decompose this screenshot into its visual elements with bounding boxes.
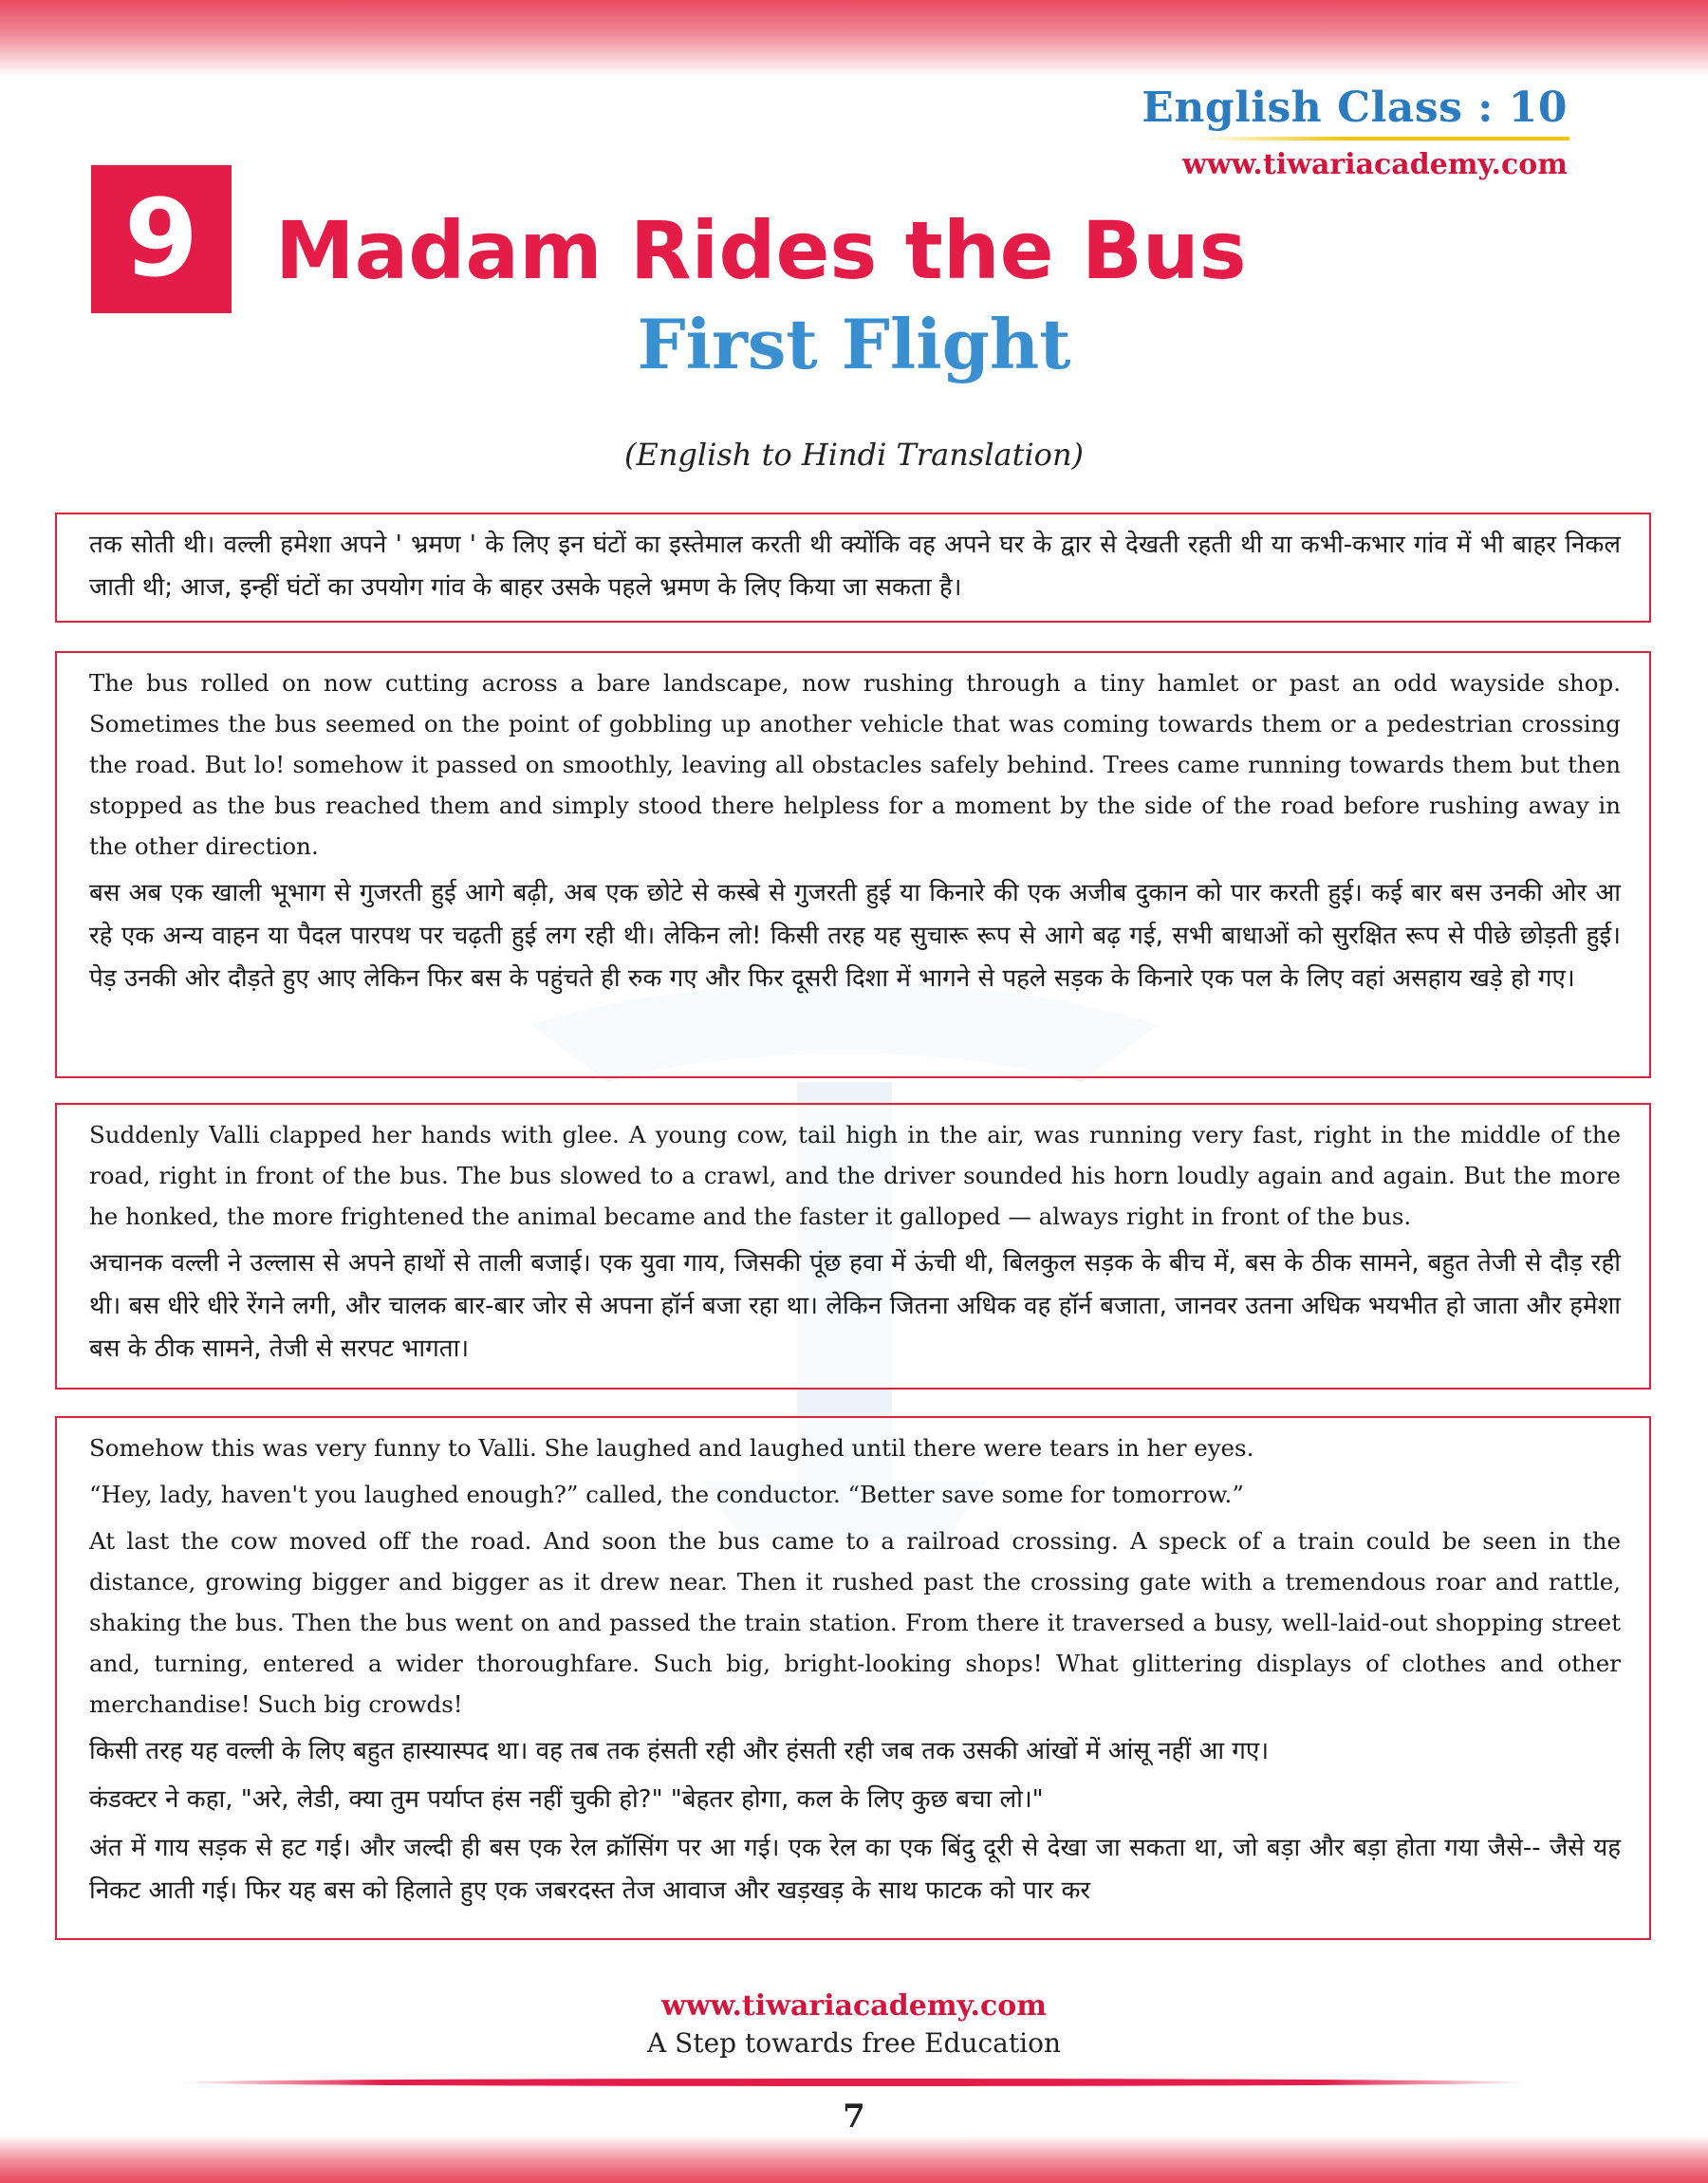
page-number: 7: [843, 2098, 865, 2136]
translation-box-4: [55, 1416, 1651, 1940]
translation-subtitle: (English to Hindi Translation): [623, 437, 1085, 473]
hindi-paragraph: किसी तरह यह वल्ली के लिए बहुत हास्यास्पद था। वह तब तक हंसती रही और हंसती रही जब तक उसकी आंखों में आंसू नहीं आ गए।: [89, 1737, 1270, 1765]
footer-tagline: A Step towards free Education: [647, 2027, 1061, 2059]
bottom-decor-band: [0, 2136, 1708, 2183]
hindi-paragraph: अचानक वल्ली ने उल्लास से अपने हाथों से ताली बजाई। एक युवा गाय, जिसकी पूंछ हवा में ऊंची थी, बिलकुल सड़क के बीच में, बस के ठीक सामने, बहुत तेजी से दौड़ रही थी। बस धीरे धीरे रेंगने लगी, और चालक बार-बार जोर से अपना हॉर्न बजा रहा था। लेकिन जितना अधिक वह हॉर्न बजाता, जानवर उतना अधिक भयभीत हो जाता और हमेशा बस के ठीक सामने, तेजी से सरपट भागता।: [89, 1249, 1621, 1363]
hindi-paragraph: बस अब एक खाली भूभाग से गुजरती हुई आगे बढ़ी, अब एक छोटे से कस्बे से गुजरती हुई या किनारे की एक अजीब दुकान को पार करती हुई। कई बार बस उनकी ओर आ रहे एक अन्य वाहन या पैदल पारपथ पर चढ़ती हुई लग रही थी। लेकिन लो! किसी तरह यह सुचारू रूप से आगे बढ़ गई, सभी बाधाओं को सुरक्षित रूप से पीछे छोड़ती हुई। पेड़ उनकी ओर दौड़ते हुए आए लेकिन फिर बस के पहुंचते ही रुक गए और फिर दूसरी दिशा में भागने से पहले सड़क के किनारे एक पल के लिए वहां असहाय खड़े हो गए।: [89, 879, 1621, 993]
hindi-paragraph: अंत में गाय सड़क से हट गई। और जल्दी ही बस एक रेल क्रॉसिंग पर आ गई। एक रेल का एक बिंदु दूरी से देखा जा सकता था, जो बड़ा और बड़ा होता गया जैसे-- जैसे यह निकट आती गई। फिर यह बस को हिलाते हुए एक जबरदस्त तेज आवाज और खड़खड़ के साथ फाटक को पार कर: [89, 1834, 1621, 1905]
translation-box-3: [55, 1103, 1651, 1390]
header-underline: [1197, 137, 1569, 140]
english-paragraph: At last the cow moved off the road. And soon the bus came to a railroad crossing. A speck of a train could be seen in the distance, growing bigger and bigger as it drew near. Then it rushed past the crossing gate with a tremendous roar and rattle, shaking the bus. Then the bus went on and passed the train station. From there it traversed a busy, well-laid-out shopping street and, turning, entered a wider thoroughfare. Such big, bright-looking shops! What glittering displays of clothes and other merchandise! Such big crowds!: [89, 1527, 1621, 1718]
english-paragraph: Suddenly Valli clapped her hands with glee. A young cow, tail high in the air, was running very fast, right in the middle of the road, right in front of the bus. The bus slowed to a crawl, and the driver sounded his horn loudly again and again. But the more he honked, the more frightened the animal became and the faster it galloped — always right in front of the bus.: [89, 1121, 1621, 1230]
hindi-paragraph: तक सोती थी। वल्ली हमेशा अपने ' भ्रमण ' के लिए इन घंटों का इस्तेमाल करती थी क्योंकि वह अपने घर के द्वार से देखती रहती थी या कभी-कभार गांव में भी बाहर निकल जाती थी; आज, इन्हीं घंटों का उपयोग गांव के बाहर उसके पहले भ्रमण के लिए किया जा सकता है।: [89, 531, 1621, 602]
translation-box-1: [55, 513, 1651, 623]
book-name: First Flight: [637, 304, 1071, 384]
top-decor-band: [0, 0, 1708, 76]
english-paragraph: Somehow this was very funny to Valli. She laughed and laughed until there were tears in her eyes.: [89, 1434, 1254, 1462]
footer-website-link[interactable]: www.tiwariacademy.com: [660, 1989, 1048, 2023]
class-label: English Class : 10: [1142, 84, 1568, 132]
footer-divider: [180, 2079, 1528, 2086]
translation-box-2: [55, 651, 1651, 1078]
header-website-link[interactable]: www.tiwariacademy.com: [1181, 148, 1568, 181]
chapter-number-badge: 9: [91, 165, 232, 313]
chapter-title: Madam Rides the Bus: [275, 204, 1247, 297]
hindi-paragraph: कंडक्टर ने कहा, "अरे, लेडी, क्या तुम पर्याप्त हंस नहीं चुकी हो?" "बेहतर होगा, कल के लिए कुछ बचा लो।": [89, 1785, 1044, 1814]
english-paragraph: “Hey, lady, haven't you laughed enough?” called, the conductor. “Better save some for tomorrow.”: [89, 1481, 1244, 1508]
english-paragraph: The bus rolled on now cutting across a bare landscape, now rushing through a tiny hamlet or past an odd wayside shop. Sometimes the bus seemed on the point of gobbling up another vehicle that was coming towards them or a pedestrian crossing the road. But lo! somehow it passed on smoothly, leaving all obstacles safely behind. Trees came running towards them but then stopped as the bus reached them and simply stood there helpless for a moment by the side of the road before rushing away in the other direction.: [89, 669, 1621, 860]
